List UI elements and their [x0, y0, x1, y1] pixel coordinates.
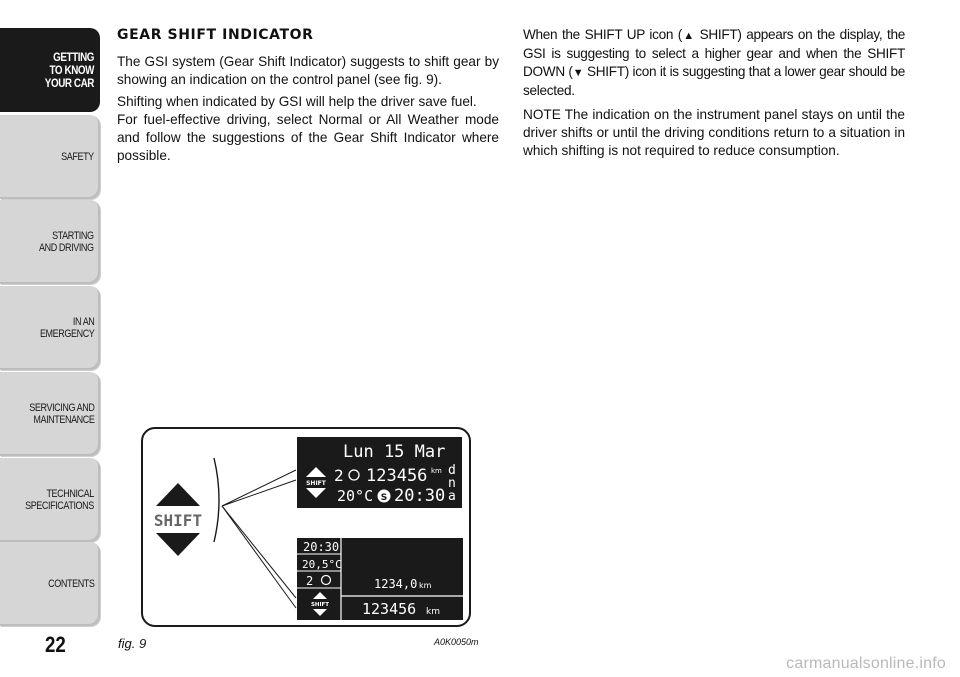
s-badge-label: S — [380, 493, 388, 503]
display-temperature: 20°C — [337, 487, 374, 505]
mode-letter-n: n — [448, 476, 456, 491]
pointer-line-top-2 — [222, 470, 296, 506]
text-fragment: SHIFT) icon it is suggesting that a lower gear should be selected. — [523, 64, 905, 98]
display-gear: 2 — [334, 466, 344, 485]
page-number: 22 — [45, 632, 66, 657]
paragraph-fuel-effective: For fuel-effective driving, select Normal or All Weather mode and follow the suggestions of the Gear Shift Indicator where possible. — [117, 112, 499, 163]
text-fragment: When the SHIFT UP icon ( — [523, 27, 683, 42]
shift-up-arrow-icon — [156, 483, 200, 506]
shift-down-arrow-icon — [156, 533, 200, 556]
display-bottom-temperature: 20,5°C — [302, 558, 342, 571]
section-heading: GEAR SHIFT INDICATOR — [117, 27, 314, 43]
paragraph-save-fuel: Shifting when indicated by GSI will help the driver save fuel. — [117, 94, 477, 109]
display-shift-label: SHIFT — [306, 480, 326, 487]
mode-letter-a: a — [448, 489, 456, 504]
tab-label: CONTENTS — [47, 578, 94, 590]
cluster-outline — [214, 458, 219, 542]
display-bottom-gear: 2 — [306, 574, 314, 588]
display-trip-unit: km — [419, 581, 432, 590]
pointer-line-top — [222, 480, 296, 506]
pointer-line-bottom — [222, 506, 296, 598]
text-fragment: SHIFT) appears on the display, the GSI is suggesting to select a higher gear and when the SHIFT DOWN ( — [523, 27, 906, 79]
tab-label: STARTING AND DRIVING — [39, 230, 94, 254]
display-date: Lun 15 Mar — [343, 442, 446, 462]
tab-label: TECHNICAL SPECIFICATIONS — [25, 488, 94, 512]
figure-code: A0K0050m — [434, 637, 479, 647]
display-odo-unit: km — [431, 467, 442, 475]
shift-down-icon: ▼ — [572, 67, 584, 79]
pointer-line-bottom-2 — [222, 506, 296, 608]
tab-label: SERVICING AND MAINTENANCE — [28, 402, 94, 426]
tab-label: GETTING TO KNOW YOUR CAR — [44, 49, 94, 90]
mode-letter-d: d — [448, 463, 456, 478]
display-bottom-time: 20:30 — [303, 540, 340, 554]
figure-label: fig. 9 — [118, 636, 147, 651]
display-odometer: 123456 — [366, 466, 428, 486]
paragraph-note: NOTE The indication on the instrument panel stays on until the driver shifts or until the driving conditions return to a situation in which shifting is not required to reduce consumption. — [523, 107, 905, 158]
watermark: carmanualsonline.info — [786, 655, 946, 672]
paragraph-gsi-intro: The GSI system (Gear Shift Indicator) suggests to shift gear by showing an indication on the control panel (see fig. 9). — [117, 54, 499, 87]
shift-up-icon: ▲ — [682, 30, 695, 42]
display-bottom-odo-unit: km — [426, 607, 440, 617]
tab-label: SAFETY — [61, 151, 94, 163]
display-trip: 1234,0 — [374, 577, 418, 591]
tab-label: IN AN EMERGENCY — [39, 316, 94, 340]
display-bottom-shift-label: SHIFT — [310, 602, 330, 608]
display-time: 20:30 — [394, 486, 446, 506]
display-bottom-odometer: 123456 — [362, 600, 417, 618]
shift-big-label: SHIFT — [153, 511, 203, 530]
